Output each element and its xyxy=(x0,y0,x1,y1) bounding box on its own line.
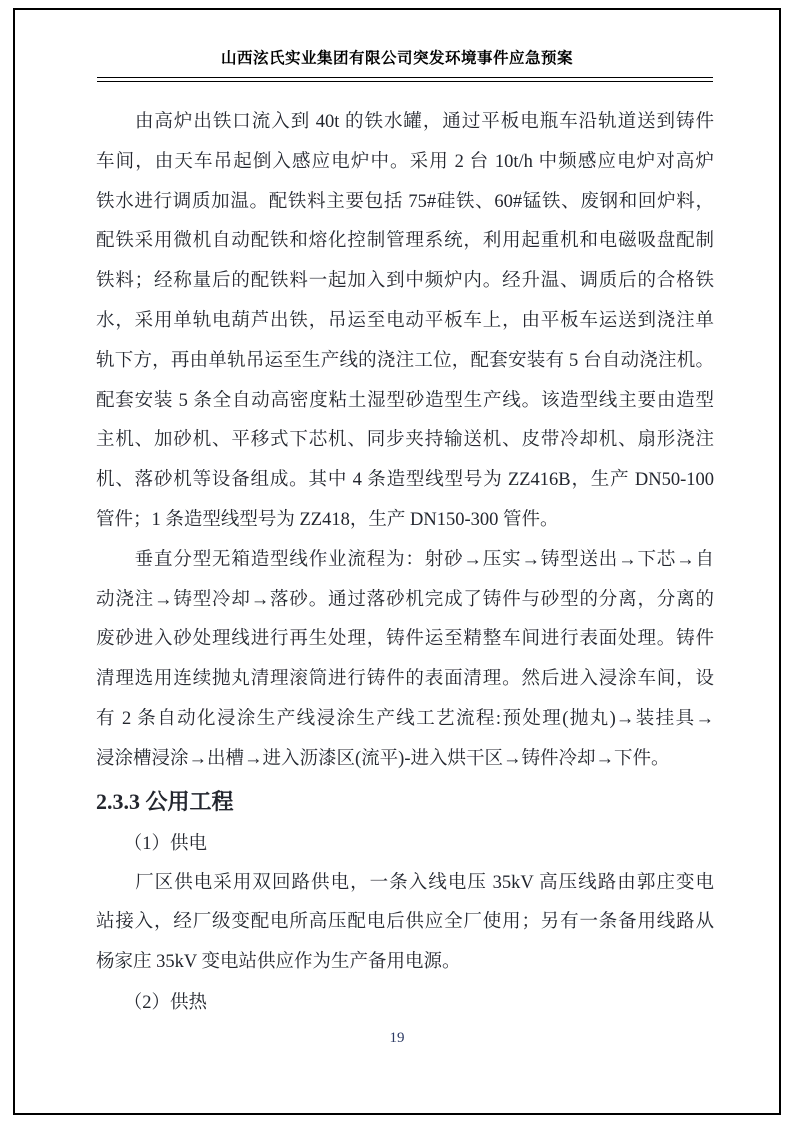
text-line: 站接入，经厂级变配电所高压配电后供应全厂使用；另有一条备用线路从 xyxy=(96,912,714,933)
text-line: 垂直分型无箱造型线作业流程为：射砂→压实→铸型送出→下芯→自 xyxy=(96,549,714,570)
text-line: 轨下方，再由单轨吊运至生产线的浇注工位，配套安装有 5 台自动浇注机。 xyxy=(96,350,714,371)
text-line: 铁料；经称量后的配铁料一起加入到中频炉内。经升温、调质后的合格铁 xyxy=(96,271,714,292)
paragraph-casting-process xyxy=(96,103,714,541)
list-item-power-supply: （1）供电 xyxy=(96,833,208,854)
section-heading-utilities: 2.3.3 公用工程 xyxy=(96,788,234,814)
text-line: 有 2 条自动化浸涂生产线浸涂生产线工艺流程:预处理(抛丸)→装挂具→ xyxy=(96,708,714,729)
text-line: 机、落砂机等设备组成。其中 4 条造型线型号为 ZZ416B，生产 DN50-100 xyxy=(96,470,714,491)
text-line: 车间，由天车吊起倒入感应电炉中。采用 2 台 10t/h 中频感应电炉对高炉 xyxy=(96,151,714,172)
page-number: 19 xyxy=(389,1030,405,1046)
paragraph-power-supply xyxy=(96,864,714,983)
header-rule xyxy=(97,77,713,82)
list-item-heat-supply: （2）供热 xyxy=(96,992,208,1013)
text-line: 主机、加砂机、平移式下芯机、同步夹持输送机、皮带冷却机、扇形浇注 xyxy=(96,430,714,451)
document-body xyxy=(96,103,714,1023)
text-line: 废砂进入砂处理线进行再生处理，铸件运至精整车间进行表面处理。铸件 xyxy=(96,629,714,650)
header-title: 山西泫氏实业集团有限公司突发环境事件应急预案 xyxy=(220,50,573,67)
text-line: 水，采用单轨电葫芦出铁，吊运至电动平板车上，由平板车运送到浇注单 xyxy=(96,310,714,331)
text-line: 动浇注→铸型冷却→落砂。通过落砂机完成了铸件与砂型的分离，分离的 xyxy=(96,589,714,610)
text-line: 配铁采用微机自动配铁和熔化控制管理系统，利用起重机和电磁吸盘配制 xyxy=(96,231,714,252)
text-line: 管件；1 条造型线型号为 ZZ418，生产 DN150-300 管件。 xyxy=(96,509,559,530)
text-line: 配套安装 5 条全自动高密度粘土湿型砂造型生产线。该造型线主要由造型 xyxy=(96,390,714,411)
text-line: 浸涂槽浸涂→出槽→进入沥漆区(流平)-进入烘干区→铸件冷却→下件。 xyxy=(96,748,670,769)
text-line: 由高炉出铁口流入到 40t 的铁水罐，通过平板电瓶车沿轨道送到铸件 xyxy=(96,112,714,132)
document-header xyxy=(0,46,794,68)
text-line: 杨家庄 35kV 变电站供应作为生产备用电源。 xyxy=(96,952,461,973)
paragraph-molding-line-flow xyxy=(96,541,714,780)
text-line: 铁水进行调质加温。配铁料主要包括 75#硅铁、60#锰铁、废钢和回炉料， xyxy=(96,191,714,212)
text-line: 厂区供电采用双回路供电，一条入线电压 35kV 高压线路由郭庄变电 xyxy=(96,872,714,893)
text-line: 清理选用连续抛丸清理滚筒进行铸件的表面清理。然后进入浸涂车间，设 xyxy=(96,669,714,690)
